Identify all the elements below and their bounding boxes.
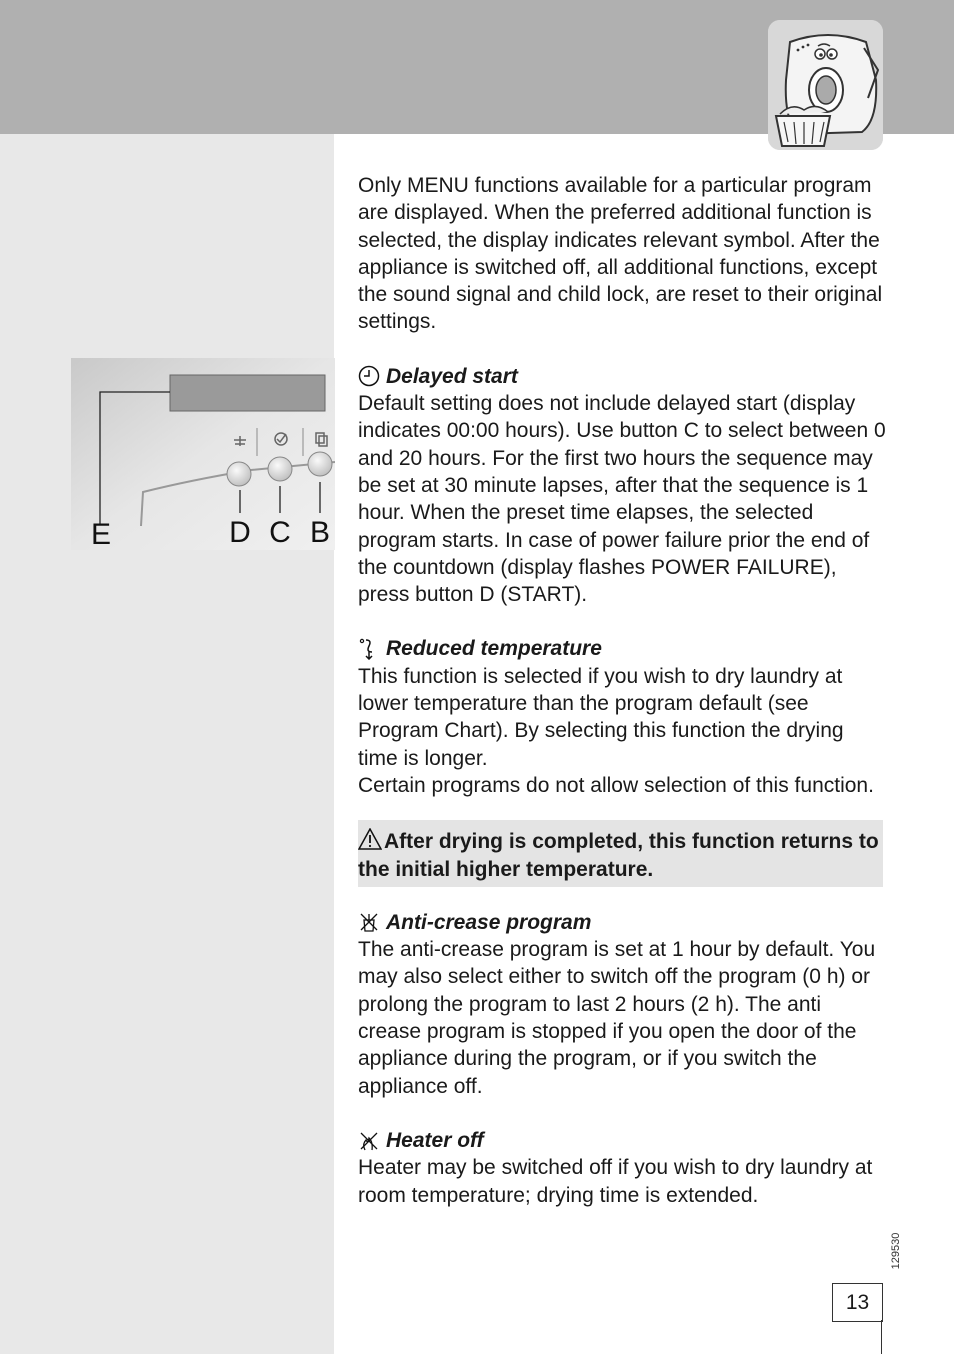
reduced-temperature-body: This function is selected if you wish to dry laundry at lower temperature than the program default (see Program Chart). By selecting this function the drying time is longer. <box>358 664 844 770</box>
left-column <box>0 134 334 1354</box>
anti-crease-icon <box>358 911 380 933</box>
main-content <box>358 172 888 1209</box>
delayed-start-heading <box>358 363 888 390</box>
page-number-line <box>881 1320 882 1354</box>
clock-icon <box>358 365 380 387</box>
warning-text: After drying is completed, this function returns to the initial higher temperature. <box>358 830 879 881</box>
heater-off-title: Heater off <box>386 1128 484 1152</box>
anti-crease-heading <box>358 909 888 936</box>
delayed-start-title: Delayed start <box>386 364 518 388</box>
delayed-start-body: Default setting does not include delayed start (display indicates 00:00 hours). Use button C to select between 0 and 20 hours. For the first two hours the sequence may be set at 30 minute lapses, after that the sequence is 1 hour. When the preset time elapses, the selected program starts. In case of power failure prior the end of the countdown (display flashes POWER FAILURE), press button D (START). <box>358 392 886 607</box>
page-number: 13 <box>832 1283 883 1322</box>
label-b: B <box>309 516 331 549</box>
intro-paragraph: Only MENU functions available for a particular program are displayed. When the preferred additional function is selected, the display indicates relevant symbol. After the appliance is switched off, all additional functions, except the sound signal and child lock, are reset to their original settings. <box>358 174 883 334</box>
anti-crease-body: The anti-crease program is set at 1 hour by default. You may also select either to switch off the program (0 h) or prolong the program to last 2 hours (2 h). The anti crease program is stopped if you open the door of the appliance during the program, or if you switch the appliance off. <box>358 938 876 1098</box>
reduced-temperature-note: Certain programs do not allow selection of this function. <box>358 773 874 797</box>
reduced-temperature-heading <box>358 635 888 662</box>
warning-triangle-icon <box>358 828 382 850</box>
anti-crease-title: Anti-crease program <box>386 910 592 934</box>
reduced-temperature-icon <box>358 638 380 660</box>
label-e: E <box>90 518 112 550</box>
label-c: C <box>269 516 291 549</box>
dryer-mascot-icon <box>768 20 883 150</box>
heater-off-body: Heater may be switched off if you wish to dry laundry at room temperature; drying time is extended. <box>358 1156 873 1207</box>
heater-off-heading <box>358 1127 888 1154</box>
reduced-temperature-title: Reduced temperature <box>386 637 602 661</box>
document-code: 129530 <box>890 1232 902 1270</box>
control-panel-illustration <box>71 358 335 550</box>
label-d: D <box>229 516 251 549</box>
warning-box <box>358 820 883 887</box>
heater-off-icon <box>358 1130 380 1152</box>
